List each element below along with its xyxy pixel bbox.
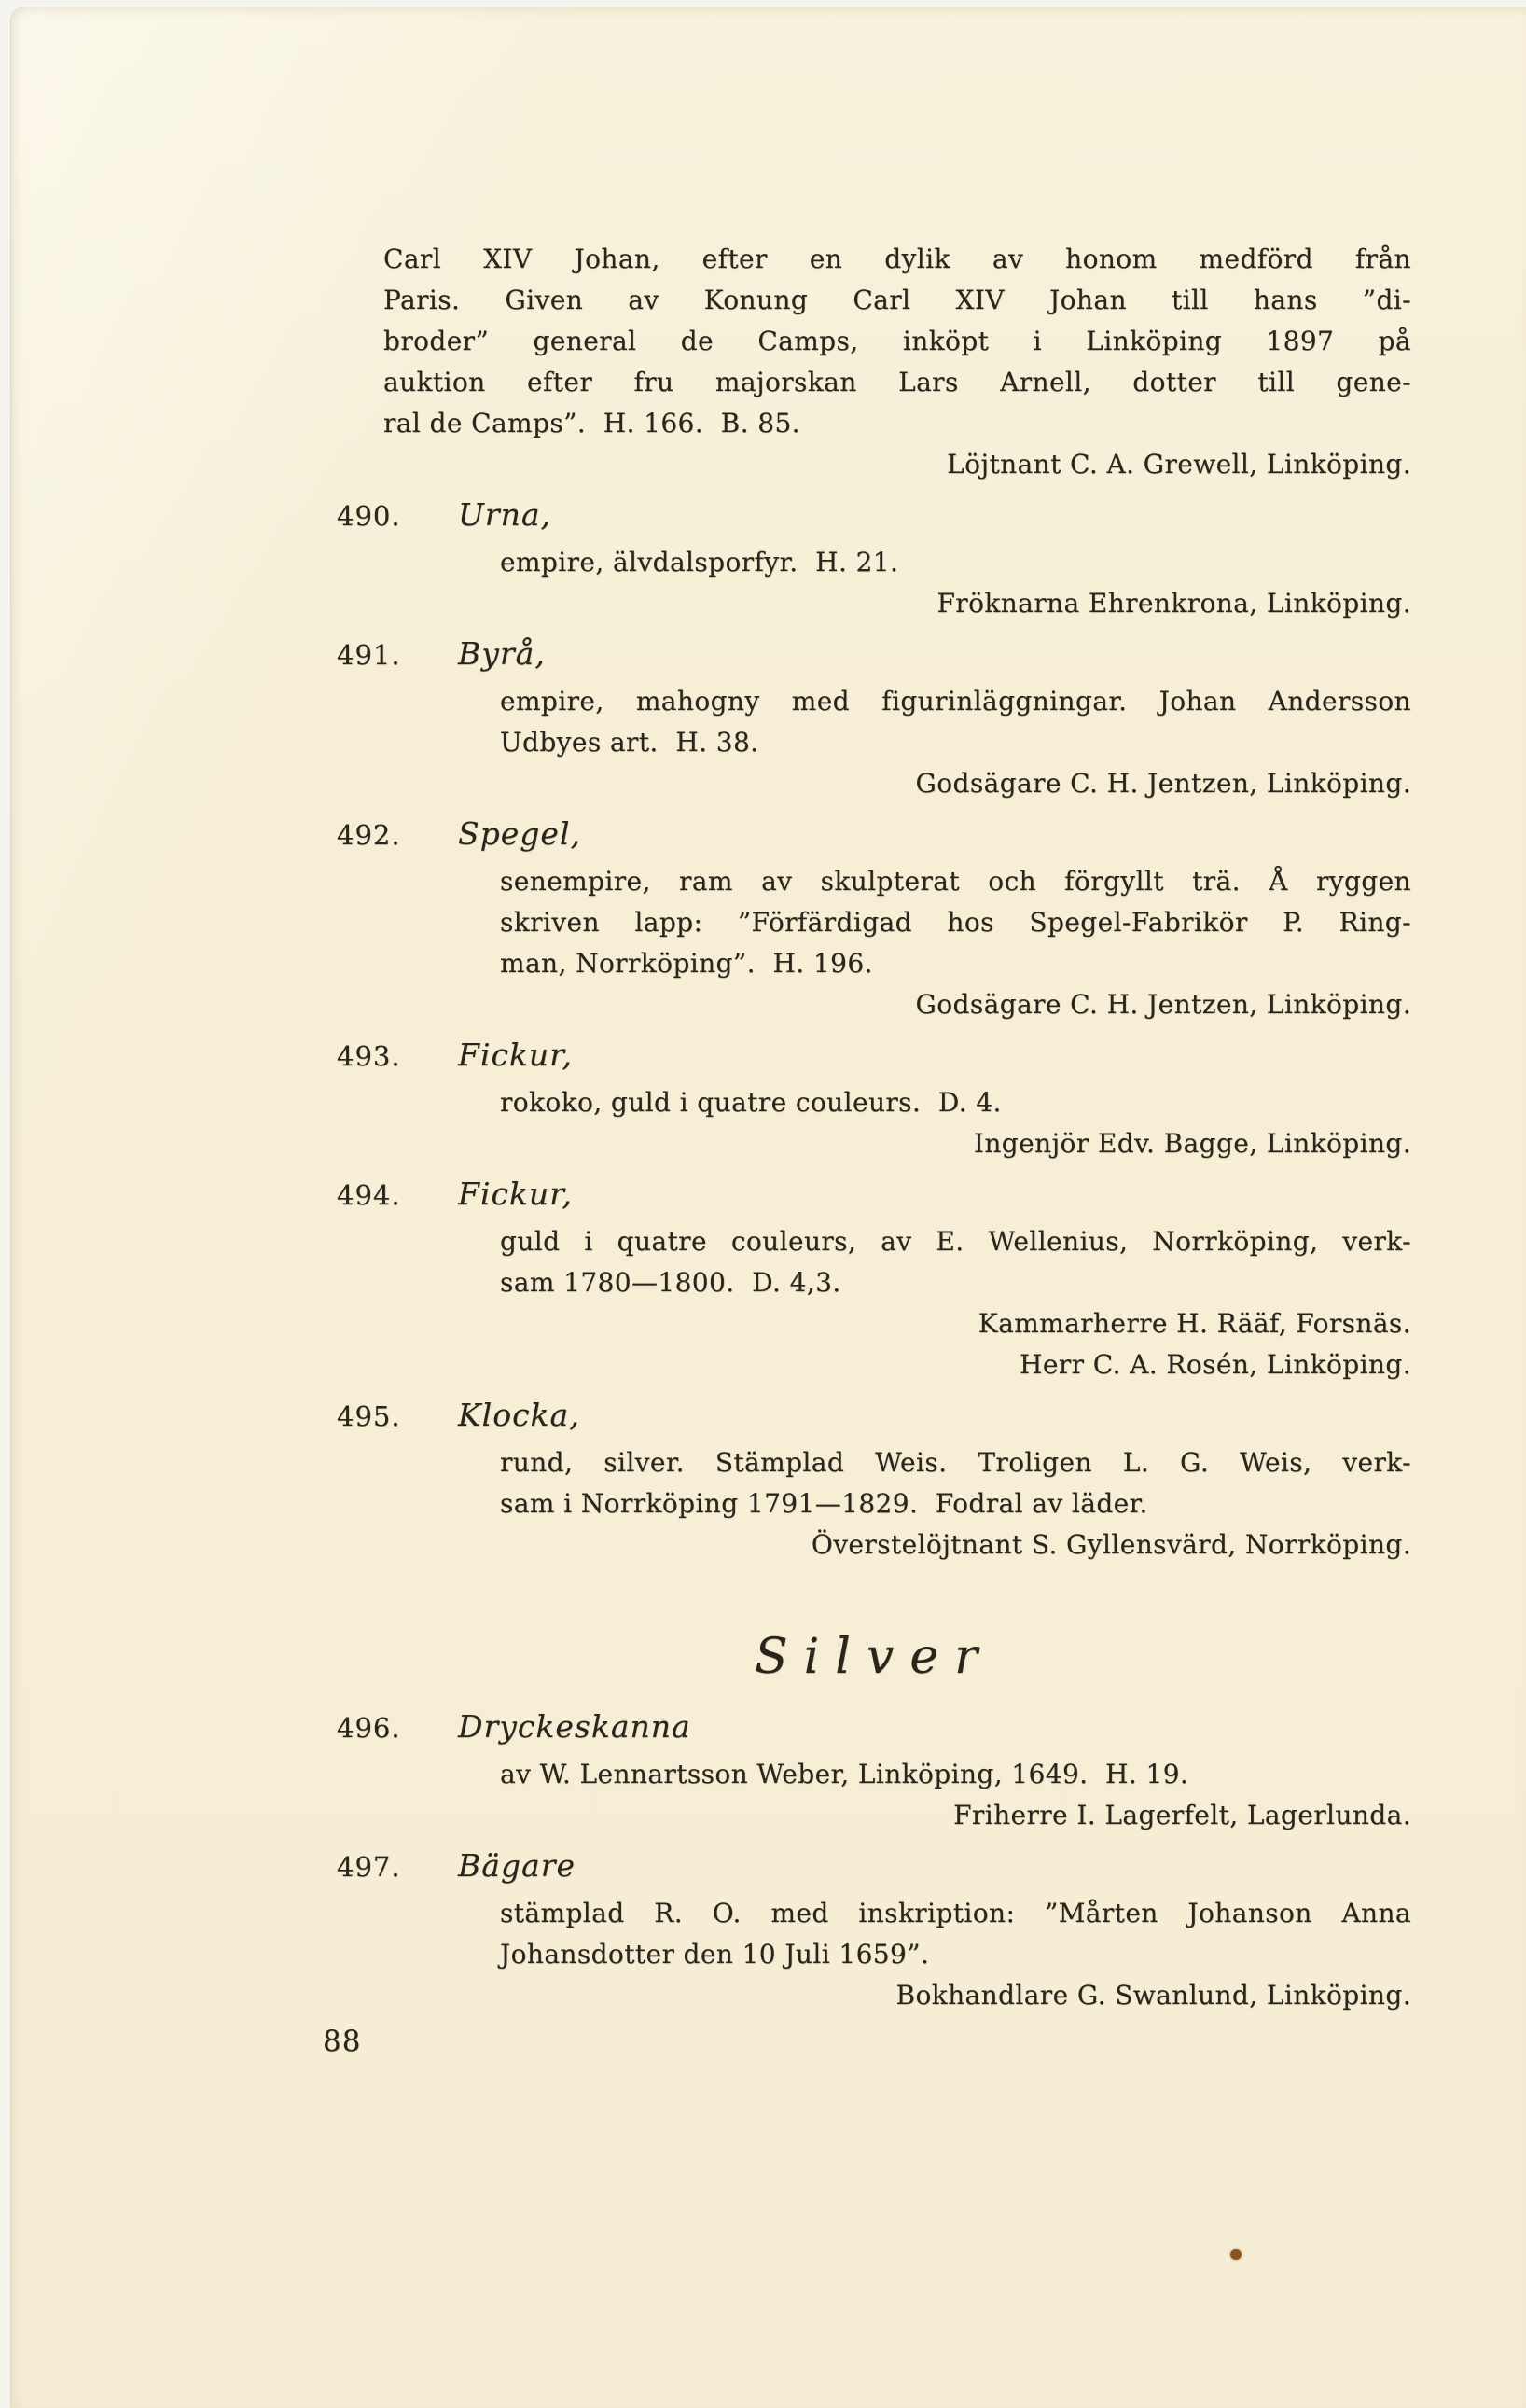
entry-title: Urna, — [458, 496, 552, 533]
entry-title: Klocka, — [458, 1397, 580, 1433]
text-line: guld i quatre couleurs, av E. Wellenius, Norrköping, verk- — [500, 1226, 1411, 1257]
attribution-line: Friherre I. Lagerfelt, Lagerlunda. — [953, 1800, 1411, 1830]
text-line: broder” general de Camps, inköpt i Linköping 1897 på — [383, 326, 1411, 356]
text-line: Udbyes art. H. 38. — [500, 727, 759, 758]
entry-493 — [337, 1034, 1411, 1164]
text-line: empire, älvdalsporfyr. H. 21. — [500, 547, 899, 578]
attribution-line: Ingenjör Edv. Bagge, Linköping. — [973, 1128, 1411, 1159]
entry-number: 492. — [337, 819, 401, 851]
text-line: auktion efter fru majorskan Lars Arnell, dotter till gene- — [383, 367, 1411, 397]
attribution-line: Överstelöjtnant S. Gyllensvärd, Norrköping. — [811, 1529, 1411, 1560]
text-line: Paris. Given av Konung Carl XIV Johan till hans ”di- — [383, 285, 1411, 315]
paper-sheet — [10, 7, 1526, 2408]
paper-speck — [1230, 2249, 1242, 2260]
text-line: empire, mahogny med figurinläggningar. Johan Andersson — [500, 686, 1411, 717]
entry-495 — [337, 1394, 1411, 1566]
entry-number: 493. — [337, 1040, 401, 1072]
entry-heading — [337, 1844, 1411, 1888]
entry-heading — [337, 494, 1411, 537]
attribution-line: Herr C. A. Rosén, Linköping. — [1020, 1349, 1411, 1380]
entry-490 — [337, 494, 1411, 624]
entry-title: Fickur, — [458, 1037, 573, 1073]
text-line: rund, silver. Stämplad Weis. Troligen L. G. Weis, verk- — [500, 1447, 1411, 1478]
text-line: stämplad R. O. med inskription: ”Mårten Johanson Anna — [500, 1898, 1411, 1928]
entry-title: Bägare — [458, 1847, 576, 1884]
entry-number: 496. — [337, 1712, 401, 1744]
entry-title: Fickur, — [458, 1176, 573, 1212]
entry-heading — [337, 1705, 1411, 1749]
entry-heading — [337, 1034, 1411, 1078]
text-line: Johansdotter den 10 Juli 1659”. — [500, 1939, 930, 1970]
entry-492 — [337, 813, 1411, 1025]
entry-491 — [337, 633, 1411, 804]
entry-continuation — [337, 239, 1411, 485]
entry-496 — [337, 1705, 1411, 1836]
text-line: ral de Camps”. H. 166. B. 85. — [383, 408, 800, 438]
text-line: sam 1780—1800. D. 4,3. — [500, 1267, 841, 1298]
entry-title: Dryckeskanna — [458, 1708, 691, 1745]
entry-number: 491. — [337, 639, 401, 671]
entry-number: 494. — [337, 1179, 401, 1211]
entry-heading — [337, 813, 1411, 856]
attribution-line: Löjtnant C. A. Grewell, Linköping. — [947, 449, 1411, 480]
entry-number: 497. — [337, 1851, 401, 1883]
entry-number: 495. — [337, 1400, 401, 1432]
entry-number: 490. — [337, 500, 401, 532]
page-number: 88 — [323, 2025, 362, 2058]
entry-title: Spegel, — [458, 815, 581, 852]
entry-heading — [337, 1394, 1411, 1438]
text-line: skriven lapp: ”Förfärdigad hos Spegel-Fabrikör P. Ring- — [500, 907, 1411, 938]
text-line: Carl XIV Johan, efter en dylik av honom medförd från — [383, 244, 1411, 274]
text-line: sam i Norrköping 1791—1829. Fodral av läder. — [500, 1488, 1148, 1519]
entry-494 — [337, 1173, 1411, 1385]
text-line: av W. Lennartsson Weber, Linköping, 1649. H. 19. — [500, 1759, 1189, 1789]
attribution-line: Bokhandlare G. Swanlund, Linköping. — [895, 1980, 1411, 2011]
attribution-line: Godsägare C. H. Jentzen, Linköping. — [915, 989, 1411, 1020]
attribution-line: Kammarherre H. Rääf, Forsnäs. — [978, 1308, 1411, 1339]
entry-title: Byrå, — [458, 635, 546, 672]
text-line: senempire, ram av skulpterat och förgyllt trä. Å ryggen — [500, 866, 1411, 897]
section-heading-silver: Silver — [755, 1629, 993, 1685]
text-line: man, Norrköping”. H. 196. — [500, 948, 873, 979]
entry-497 — [337, 1844, 1411, 2016]
attribution-line: Godsägare C. H. Jentzen, Linköping. — [915, 768, 1411, 799]
page-content — [337, 239, 1411, 2016]
attribution-line: Fröknarna Ehrenkrona, Linköping. — [936, 588, 1411, 619]
text-line: rokoko, guld i quatre couleurs. D. 4. — [500, 1087, 1002, 1118]
entry-heading — [337, 633, 1411, 676]
entry-heading — [337, 1173, 1411, 1217]
